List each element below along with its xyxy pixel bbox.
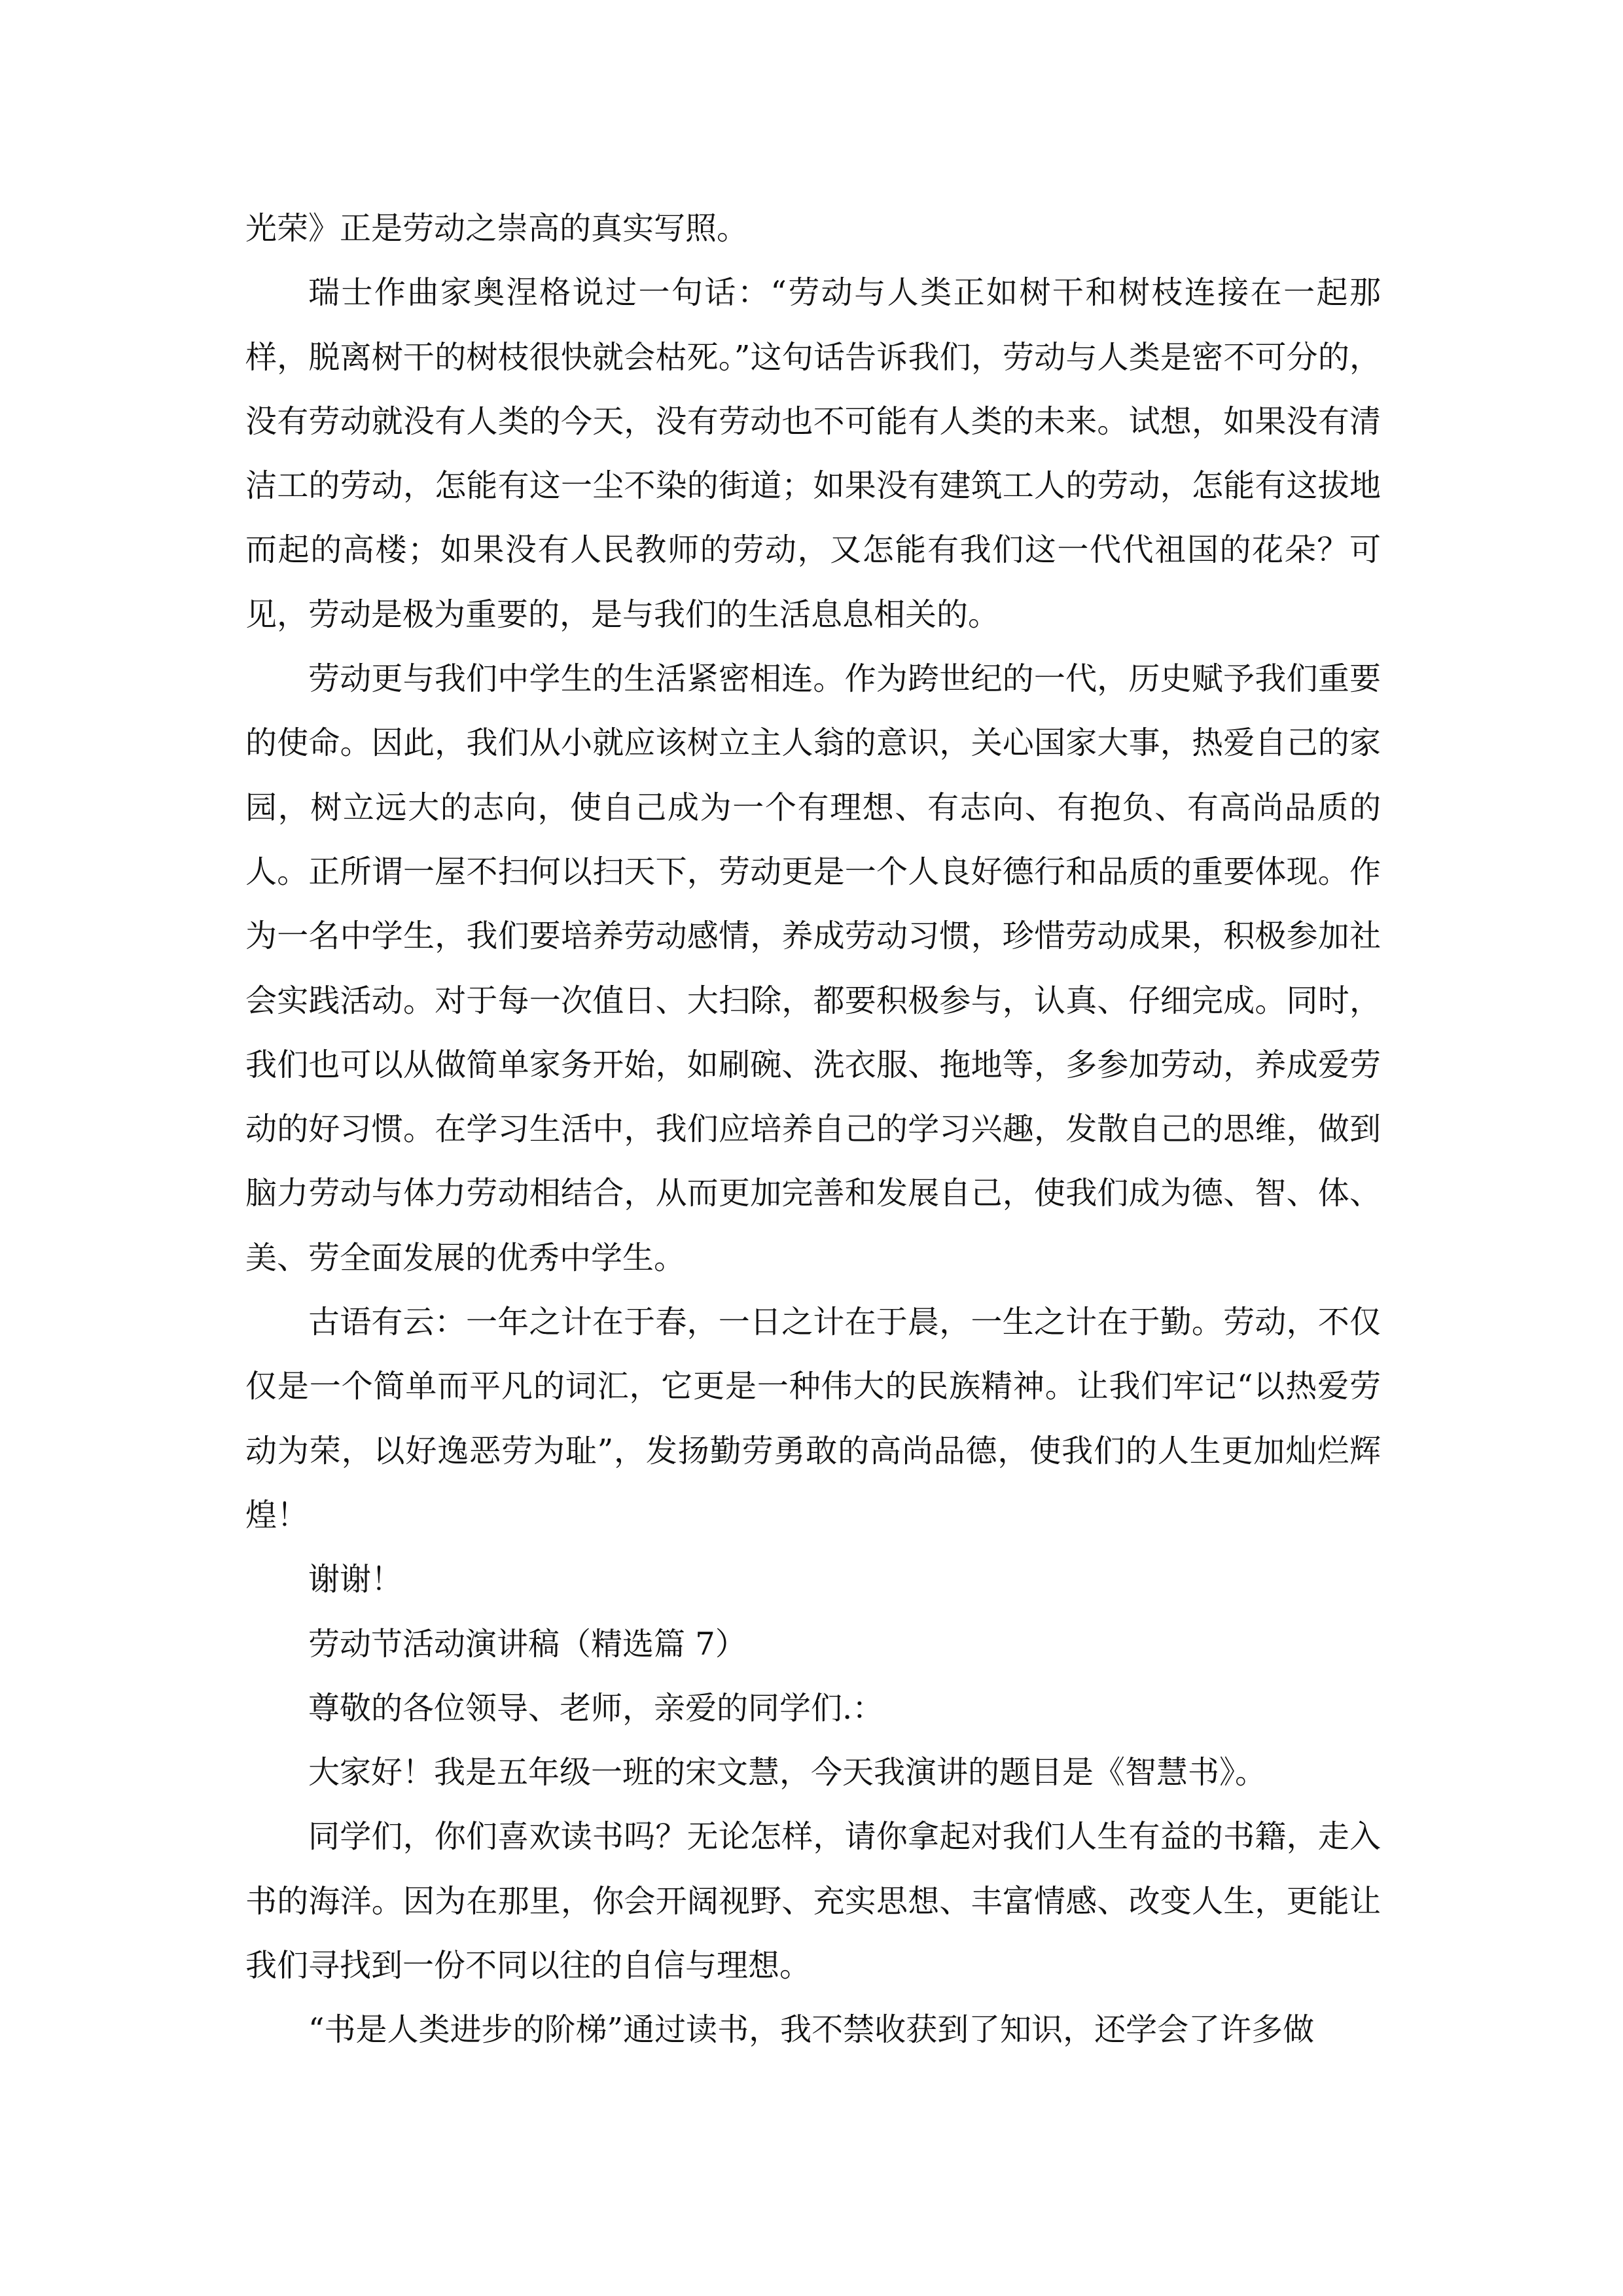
paragraph-5: 谢谢！ — [308, 1561, 403, 1598]
paragraph-9: 同学们，你们喜欢读书吗？无论怎样，请你拿起对我们人生有益的书籍，走入书的海洋。因为在那里，你会开阔视野、充实思想、丰富情感、改变人生，更能让我们寻找到一份不同以往的自信与理想。 — [245, 1818, 1381, 1984]
paragraph-3: 劳动更与我们中学生的生活紧密相连。作为跨世纪的一代，历史赋予我们重要的使命。因此，我们从小就应该树立主人翁的意识，关心国家大事，热爱自己的家园，树立远大的志向，使自己成为一个有理想、有志向、有抱负、有高尚品质的人。正所谓一屋不扫何以扫天下，劳动更是一个人良好德行和品质的重要体现。作为一名中学生，我们要培养劳动感情，养成劳动习惯，珍惜劳动成果，积极参加社会实践活动。对于每一次值日、大扫除，都要积极参与，认真、仔细完成。同时，我们也可以从做简单家务开始，如刷碗、洗衣服、拖地等，多参加劳动，养成爱劳动的好习惯。在学习生活中，我们应培养自己的学习兴趣，发散自己的思维，做到脑力劳动与体力劳动相结合，从而更加完善和发展自己，使我们成为德、智、体、美、劳全面发展的优秀中学生。 — [245, 660, 1381, 1276]
paragraph-1: 光荣》正是劳动之崇高的真实写照。 — [245, 210, 749, 247]
paragraph-8: 大家好！我是五年级一班的宋文慧，今天我演讲的题目是《智慧书》。 — [308, 1754, 1267, 1791]
salutation: 尊敬的各位领导、老师，亲爱的同学们.： — [308, 1689, 884, 1727]
paragraph-4: 古语有云：一年之计在于春，一日之计在于晨，一生之计在于勤。劳动，不仅仅是一个简单而平凡的词汇，它更是一种伟大的民族精神。让我们牢记“以热爱劳动为荣，以好逸恶劳为耻”，发扬勤劳勇敢的高尚品德，使我们的人生更加灿烂辉煌！ — [245, 1304, 1381, 1534]
section-title: 劳动节活动演讲稿（精选篇 7） — [308, 1625, 747, 1662]
paragraph-10: “书是人类进步的阶梯”通过读书，我不禁收获到了知识，还学会了许多做 — [308, 2011, 1315, 2049]
paragraph-2: 瑞士作曲家奥涅格说过一句话：“劳动与人类正如树干和树枝连接在一起那样，脱离树干的树枝很快就会枯死。”这句话告诉我们，劳动与人类是密不可分的，没有劳动就没有人类的今天，没有劳动也不可能有人类的未来。试想，如果没有清洁工的劳动，怎能有这一尘不染的街道；如果没有建筑工人的劳动，怎能有这拔地而起的高楼；如果没有人民教师的劳动，又怎能有我们这一代代祖国的花朵？可见，劳动是极为重要的，是与我们的生活息息相关的。 — [245, 274, 1381, 633]
document-body — [245, 196, 1381, 2062]
